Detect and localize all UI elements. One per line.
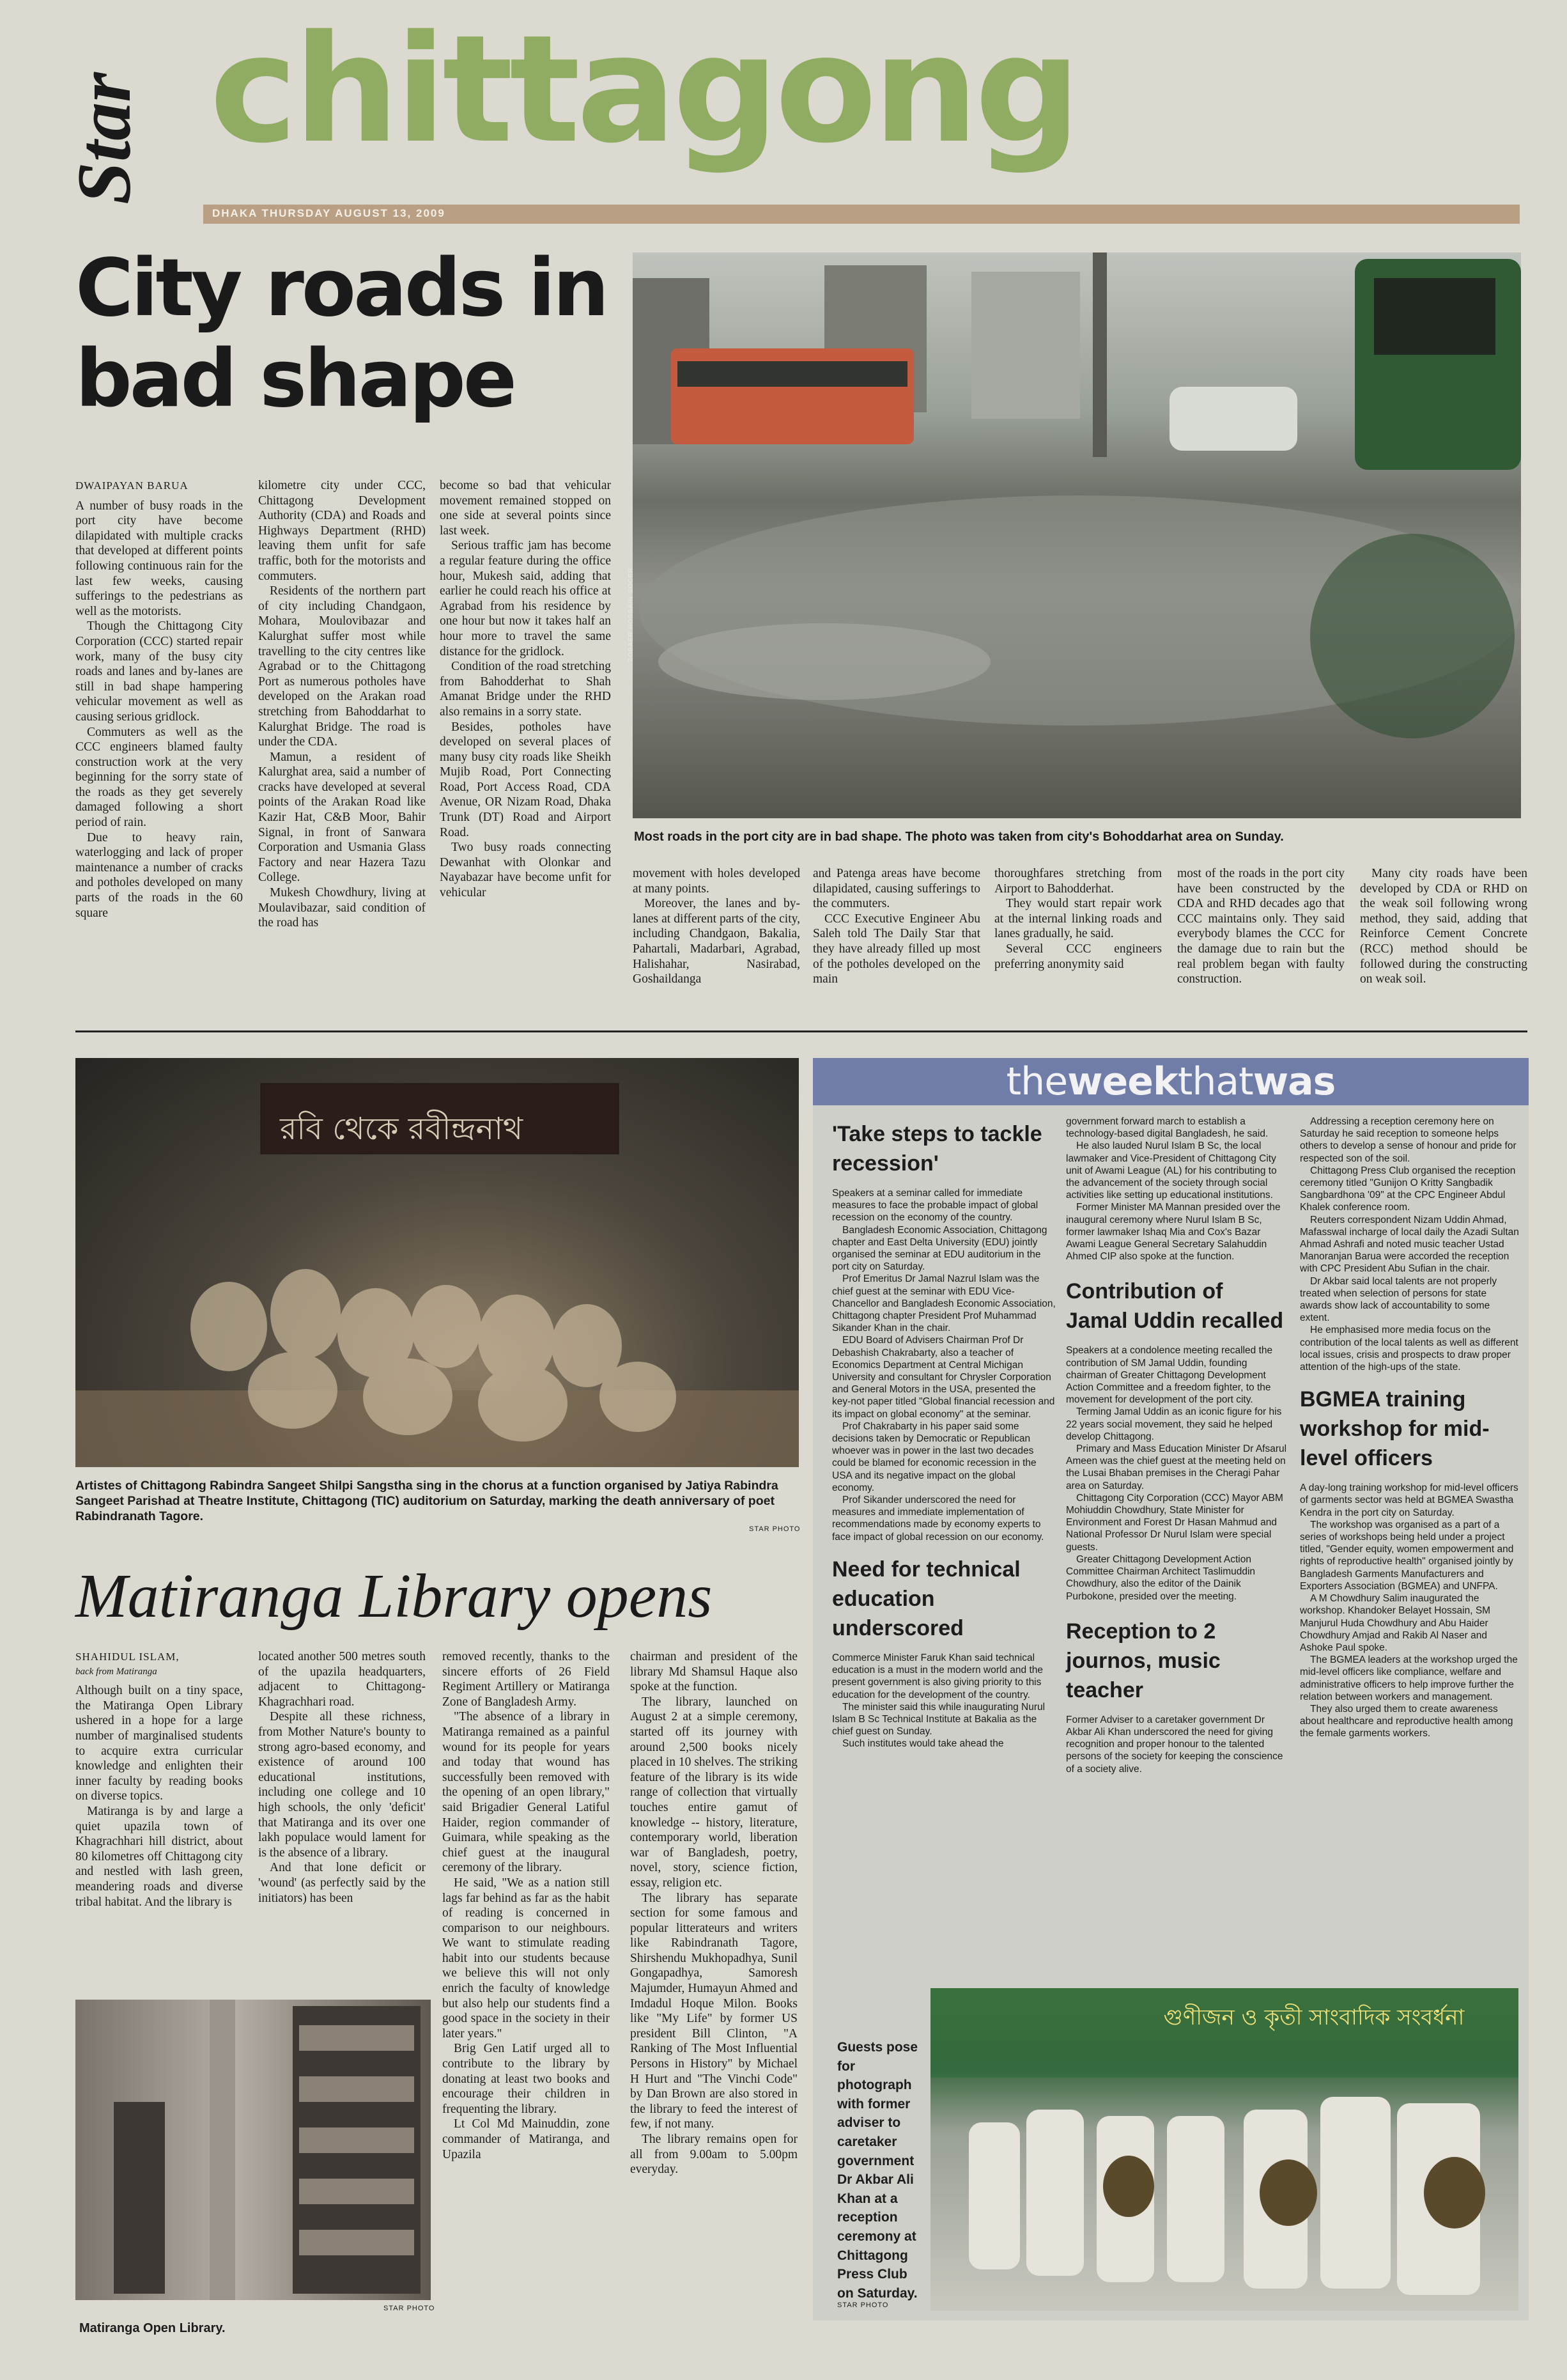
week-paragraph: Speakers at a condolence meeting recalled the contribution of SM Jamal Uddin, founding chairman of Greater Chittagong Development Action Committee and a freedom fighter, to the movement for development of the port city. [1066, 1345, 1273, 1406]
lead-paragraph: Due to heavy rain, waterlogging and lack of proper maintenance a number of cracks and potholes developed on many parts of the roads in the 60 square [75, 830, 243, 920]
lead-headline [75, 243, 625, 424]
week-paragraph: Speakers at a seminar called for immediate measures to face the probable impact of global recession on the economy of the country. [832, 1188, 1038, 1224]
library-paragraph: Brig Gen Latif urged all to contribute to the library by donating at least two books and encourage their children in frequenting the library. [442, 2042, 610, 2116]
lead-paragraph: A number of busy roads in the port city have become dilapidated with multiple cracks that developed at different points following continuous rain for the last few weeks, causing sufferings to the pedestrians as well as the motorists. [75, 499, 243, 618]
library-photo-caption: Matiranga Open Library. [79, 2321, 226, 2335]
star-logo [61, 13, 146, 224]
lead-paragraph: Besides, potholes have developed on several places of many busy city roads like Sheikh Mujib Road, Port Connecting Road, Port Access Road, CDA Avenue, OR Nizam Road, Dhaka Trunk (DT) Road and Airport Road. [440, 720, 611, 839]
lead-paragraph: thoroughfares stretching from Airport to Bahodderhat. [994, 867, 1162, 896]
lead-paragraph: become so bad that vehicular movement remained stopped on one side at several points since last week. [440, 479, 611, 538]
lead-paragraph: most of the roads in the port city have been constructed by the CDA and RHD decades ago that CCC maintains only. They said everybody blames the CCC for the damage due to rain but the real problem began with faulty construction. [1177, 867, 1345, 986]
concert-banner: রবি থেকে রবীন্দ্রনাথ [280, 1111, 523, 1147]
road-scene [633, 253, 1521, 818]
library-column-2 [258, 1649, 426, 1906]
week-banner-the: the [1006, 1059, 1068, 1104]
library-paragraph: And that lone deficit or 'wound' (as perfectly said by the initiators) has been [258, 1861, 426, 1905]
library-paragraph: removed recently, thanks to the sincere efforts of 26 Field Regiment Artillery or Matiranga Zone of Bangladesh Army. [442, 1650, 610, 1709]
lead-paragraph: Moreover, the lanes and by-lanes at different parts of the city, including Chandgaon, Bakalia, Pahartali, Madarbari, Agrabad, Halishahar, Nasirabad, Goshaildanga [633, 897, 800, 986]
lead-paragraph: Condition of the road stretching from Bahodderhat to Shah Amanat Bridge under the RHD also remains in a sorry state. [440, 660, 611, 719]
week-banner [813, 1058, 1529, 1105]
week-paragraph: Addressing a reception ceremony here on Saturday he said reception to someone helps others to develop a sense of honour and pride for respected son of the soil. [1300, 1116, 1517, 1164]
library-byline: SHAHIDUL ISLAM, [75, 1651, 180, 1663]
week-headline-reception: Reception to 2 journos, music teacher [1066, 1619, 1221, 1702]
guest-photo-credit: STAR PHOTO [837, 2301, 889, 2309]
lead-column-4 [633, 866, 800, 987]
lead-column-8 [1360, 866, 1527, 987]
library-column-3 [442, 1649, 610, 2162]
dateline-bar [203, 205, 1520, 224]
week-paragraph: The minister said this while inaugurating Nurul Islam B Sc Technical Institute at Bakalia as the chief guest on Sunday. [832, 1701, 1046, 1738]
week-paragraph: Reuters correspondent Nizam Uddin Ahmad, Mafasswal incharge of local daily the Azadi Sultan Ahmad Ashrafi and noted music teacher Ustad Manoranjan Barua were accorded the reception with CPC President Abu Sufian in the chair. [1300, 1214, 1519, 1275]
road-photo-caption: Most roads in the port city are in bad shape. The photo was taken from city's Bohoddarhat area on Sunday. [634, 830, 1284, 844]
lead-paragraph: CCC Executive Engineer Abu Saleh told The Daily Star that they have already filled up most of the potholes developed on the main [813, 912, 980, 986]
week-paragraph: They also urged them to create awareness about healthcare and reproductive health among the female garments workers. [1300, 1703, 1513, 1739]
library-column-1 [75, 1649, 243, 1909]
star-logo-text: Star [61, 72, 146, 205]
road-photo [628, 253, 1521, 818]
library-paragraph: The library, launched on August 2 at a simple ceremony, started off its journey with around 2,500 books nicely placed in 10 shelves. The striking feature of the library is its wide range of collection that virtually touches entire gamut of knowledge -- history, literature, contemporary world, liberation war of Bangladesh, poetry, novel, story, science fiction, essay, religion etc. [630, 1695, 798, 1890]
library-paragraph: He said, "We as a nation still lags far behind as far as the habit of reading is concerned in comparison to our neighbours. We want to stimulate reading habit into our students because we believe this will not only enrich the faculty of knowledge but also help our students find a good space in the society in their later years." [442, 1876, 610, 2041]
week-paragraph: EDU Board of Advisers Chairman Prof Dr Debashish Chakrabarty, also a teacher of Economics Department at Central Michigan University and consultant for Chrysler Corporation and General Motors in the USA, presented the key-not paper titled "Global financial recession and its impact on global economy" at the seminar. [832, 1335, 1055, 1420]
week-paragraph: Greater Chittagong Development Action Committee Chairman Architect Taslimuddin Chowdhury, also the editor of the Dainik Purbokone, presided over the meeting. [1066, 1553, 1256, 1602]
lead-paragraph: Residents of the northern part of city including Chandgaon, Mohara, Moulovibazar and Kalurghat suffer most while travelling to the city centres like Agrabad or to the Chittagong Port as numerous potholes have developed on the Arakan road stretching from Bahoddarhat to Kalurghat Bridge. The road is under the CDA. [258, 584, 426, 749]
lead-paragraph: Two busy roads connecting Dewanhat with Olonkar and Nayabazar have become unfit for vehicular [440, 841, 611, 900]
lead-headline-line2: bad shape [75, 333, 514, 425]
week-column-3 [1300, 1116, 1520, 1740]
library-paragraph: Although built on a tiny space, the Matiranga Open Library ushered in a hope for a large number of marginalised students to acquire extra curricular knowledge and enlighten their inner faculty by reading books on diverse topics. [75, 1684, 243, 1803]
library-byline-sub: back from Matiranga [75, 1666, 157, 1677]
concert-credit: STAR PHOTO [749, 1525, 801, 1533]
week-paragraph: government forward march to establish a technology-based digital Bangladesh, he said. [1066, 1116, 1269, 1140]
week-paragraph: Chittagong Press Club organised the reception ceremony titled "Gunijon O Kritty Sangbadik Sangbardhona '09" at the CPC Engineer Abdul Khalek conference room. [1300, 1165, 1516, 1213]
lead-column-2 [258, 478, 426, 931]
week-headline-bgmea: BGMEA training workshop for mid-level officers [1300, 1387, 1490, 1471]
week-headline-recession: 'Take steps to tackle recession' [832, 1122, 1042, 1176]
library-paragraph: The library remains open for all from 9.00am to 5.00pm everyday. [630, 2133, 798, 2177]
library-paragraph: located another 500 metres south of the upazila headquarters, adjacent to Chittagong-Khagrachhari road. [258, 1650, 426, 1709]
week-banner-that: that [1177, 1059, 1253, 1104]
library-paragraph: Despite all these richness, from Mother Nature's bounty to strong agro-based economy, and existence of around 100 educational institutions, including one college and 10 high schools, the only 'deficit' that Matiranga and its over one lakh populace would lament for is the absence of a library. [258, 1710, 426, 1860]
week-paragraph: Commerce Minister Faruk Khan said technical education is a must in the modern world and the present government is also giving priority to this education for the development of the country. [832, 1652, 1043, 1700]
week-paragraph: Prof Sikander underscored the need for measures and immediate implementation of recommendations made by economy experts to face impact of global recession on our economy. [832, 1495, 1044, 1543]
lead-headline-line1: City roads in [75, 242, 607, 334]
week-paragraph: Such institutes would take ahead the [842, 1738, 1004, 1750]
lead-paragraph: and Patenga areas have become dilapidated, causing sufferings to the commuters. [813, 867, 980, 911]
week-paragraph: The BGMEA leaders at the workshop urged the mid-level officers like compliance, welfare and administrative officers to help improve further the relation between workers and management. [1300, 1654, 1518, 1702]
week-column-2 [1066, 1116, 1290, 1775]
lead-paragraph: Several CCC engineers preferring anonymity said [994, 942, 1162, 971]
week-paragraph: Prof Emeritus Dr Jamal Nazrul Islam was the chief guest at the seminar with EDU Vice-Chancellor and Bangladesh Economic Association, Chittagong chapter President Prof Muhammad Sikander Khan in the chair. [832, 1273, 1056, 1334]
masthead [61, 3, 1520, 224]
masthead-title: chittagong [210, 3, 1077, 176]
lead-paragraph: kilometre city under CCC, Chittagong Development Authority (CDA) and Roads and Highways Department (RHD) leaving them unfit for safe traffic, both for the motorists and commuters. [258, 479, 426, 583]
week-paragraph: Former Adviser to a caretaker government Dr Akbar Ali Khan underscored the need for giving recognition and proper honour to the talented persons of the society for keeping the conscience of a society alive. [1066, 1714, 1283, 1775]
library-photo-credit: STAR PHOTO [383, 2305, 435, 2312]
week-paragraph: He emphasised more media focus on the contribution of the local talents as well as different local issues, crisis and prospects to draw proper attention of the high-ups of the state. [1300, 1325, 1518, 1373]
week-paragraph: The workshop was organised as a part of a series of workshops being held under a project titled, "Gender equity, women empowerment and rights of reproductive health" organised jointly by Bangladesh Garments Manufacturers and Exporters Association (BGMEA) and UNFPA. [1300, 1519, 1514, 1592]
lead-byline: DWAIPAYAN BARUA [75, 479, 189, 492]
week-paragraph: Prof Chakrabarty in his paper said some decisions taken by Democratic or Republican whoever was in power in the last two decades could be blamed for economic recession in the USA and its negative impact on the global economy. [832, 1420, 1037, 1493]
section-divider [75, 1031, 1527, 1032]
reception-banner: গুণীজন ও কৃতী সাংবাদিক সংবর্ধনা [1163, 2005, 1465, 2030]
library-shelves [75, 2000, 431, 2300]
lead-column-6 [994, 866, 1162, 972]
road-photo-credit: ZOBAER HOSSAIN SOCER [628, 567, 635, 662]
library-paragraph: chairman and president of the library Md Shamsul Haque also spoke at the function. [630, 1650, 798, 1694]
lead-paragraph: They would start repair work at the internal linking roads and lanes gradually, he said. [994, 897, 1162, 941]
library-paragraph: The library has separate section for some famous and popular litterateurs and writers like Rabindranath Tagore, Shirshendu Mukhopadhya, Sunil Gongapadhya, Samoresh Majumder, Humayun Ahmed and Imdadul Hoque Milon. Books like "My Life" by former US president Bill Clinton, "A Ranking of The Most Influential Persons in History" by Michael H Hurt and "The Vinchi Code" by Dan Brown are also stored in the library to feed the interest of few, if not many. [630, 1891, 798, 2131]
library-photo [75, 2000, 431, 2300]
lead-column-3 [440, 478, 611, 901]
week-banner-was: was [1253, 1059, 1336, 1104]
dateline: DHAKA THURSDAY AUGUST 13, 2009 [212, 207, 445, 219]
lead-paragraph: Though the Chittagong City Corporation (CCC) started repair work, many of the busy city roads and lanes and by-lanes are still in bad shape hampering vehicular movement as well as causing serious gridlock. [75, 619, 243, 724]
lead-paragraph: Mukesh Chowdhury, living at Moulavibazar, said condition of the road has [258, 886, 426, 930]
lead-column-1 [75, 478, 243, 921]
week-column-1 [832, 1116, 1056, 1750]
week-banner-week: week [1067, 1059, 1178, 1104]
week-paragraph: Bangladesh Economic Association, Chittagong chapter and East Delta University (EDU) jointly organised the seminar at EDU auditorium in the port city on Saturday. [832, 1224, 1047, 1273]
week-paragraph: Dr Akbar said local talents are not properly treated when selection of persons for state awards show lack of accountability to some extent. [1300, 1275, 1497, 1324]
reception-photo [930, 1988, 1518, 2311]
library-paragraph: Lt Col Md Mainuddin, zone commander of Matiranga, and Upazila [442, 2117, 610, 2161]
week-headline-technical: Need for technical education underscored [832, 1557, 1021, 1640]
library-paragraph: "The absence of a library in Matiranga remained as a painful wound for its people for years and today that wound has successfully been removed with the opening of an open library," said Brigadier General Latiful Haider, region commander of Guimara, while speaking as the chief guest at the inaugural ceremony of the library. [442, 1710, 610, 1875]
lead-paragraph: Mamun, a resident of Kalurghat area, said a number of cracks have developed at several points of the Arakan Road like Kazir Hat, C&B Moor, Bahir Signal, in front of Sanwara Corporation and Usmania Glass Factory and near Hazera Tazu College. [258, 750, 426, 885]
lead-column-7 [1177, 866, 1345, 987]
week-paragraph: Primary and Mass Education Minister Dr Afsarul Ameen was the chief guest at the meeting held on the Lusai Bhaban premises in the Cheragi Pahar area on Saturday. [1066, 1443, 1287, 1491]
week-paragraph: Terming Jamal Uddin as an iconic figure for his 22 years social movement, they said he helped develop Chittagong. [1066, 1406, 1282, 1442]
concert-photo [75, 1058, 799, 1467]
week-paragraph: Former Minister MA Mannan presided over the inaugural ceremony where Nurul Islam B Sc, former lawmaker Ishaq Mia and Cox's Bazar Awami League General Secretary Salahuddin Ahmed CIP also spoke at the function. [1066, 1202, 1281, 1263]
week-headline-jamal: Contribution of Jamal Uddin recalled [1066, 1279, 1284, 1334]
guest-caption: Guests pose for photograph with former adviser to caretaker government Dr Akbar Ali Khan at a reception ceremony at Chittagong Press Club on Saturday. [837, 2040, 918, 2301]
lead-paragraph: Serious traffic jam has become a regular feature during the office hour, Mukesh said, adding that earlier he could reach his office at Agrabad from his residence by one hour but now it takes half an hour more to travel the same distance for the gridlock. [440, 539, 611, 658]
library-headline: Matiranga Library opens [75, 1562, 713, 1631]
lead-paragraph: Commuters as well as the CCC engineers blamed faulty construction work at the very beginning for the sorry state of the roads as they get severely damaged following a short period of rain. [75, 725, 243, 830]
week-paragraph: Chittagong City Corporation (CCC) Mayor ABM Mohiuddin Chowdhury, State Minister for Environment and Forest Dr Hasan Mahmud and National Professor Dr Nurul Islam were special guests. [1066, 1492, 1283, 1553]
week-paragraph: A day-long training workshop for mid-level officers of garments sector was held at BGMEA Swastha Kendra in the port city on Saturday. [1300, 1482, 1518, 1518]
library-column-4 [630, 1649, 798, 2177]
library-paragraph: Matiranga is by and large a quiet upazila town of Khagrachhari hill district, about 80 kilometres off Chittagong city and nestled with lash green, meandering roads and diverse tribal habitat. And the library is [75, 1804, 243, 1909]
lead-column-5 [813, 866, 980, 987]
concert-caption: Artistes of Chittagong Rabindra Sangeet Shilpi Sangstha sing in the chorus at a function organised by Jatiya Rabindra Sangeet Parishad at Theatre Institute, Chittagong (TIC) auditorium on Saturday, marking the death anniversary of poet Rabindranath Tagore. [75, 1479, 778, 1523]
lead-paragraph: movement with holes developed at many points. [633, 867, 800, 896]
lead-paragraph: Many city roads have been developed by CDA or RHD on the weak soil following wrong method, they said, adding that Reinforce Cement Concrete (RCC) method should be followed during the constructing on weak soil. [1360, 867, 1527, 986]
week-paragraph: He also lauded Nurul Islam B Sc, the local lawmaker and Vice-President of Chittagong City unit of Awami League (AL) for his contributing to the advancement of the society through social activities like setting up educational institutions. [1066, 1140, 1277, 1201]
week-paragraph: A M Chowdhury Salim inaugurated the workshop. Khandoker Belayet Hossain, SM Manjurul Huda Chowdhury and Abu Haider Chowdhury Amjad and Rakib Al Naser and Ashoke Paul spoke. [1300, 1593, 1491, 1653]
